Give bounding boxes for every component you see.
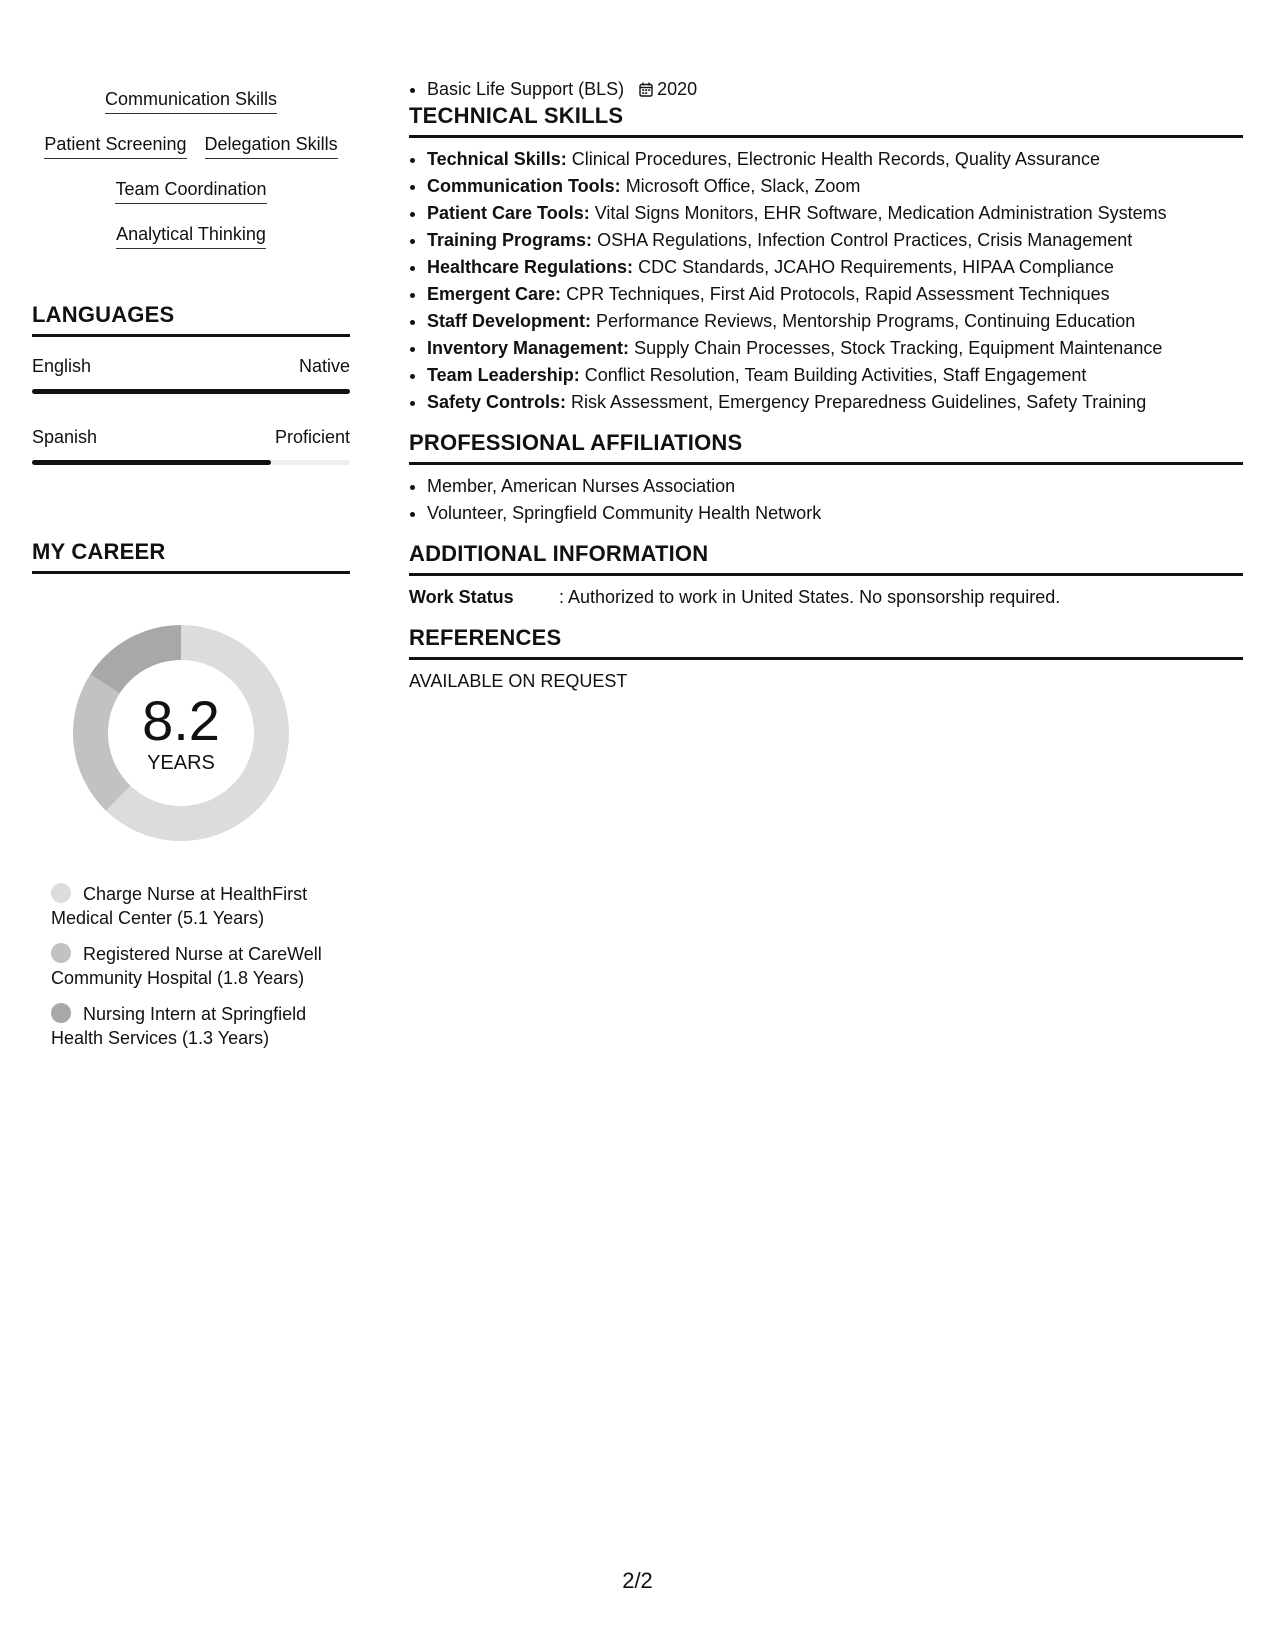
career-legend-item [51, 1002, 341, 1050]
skill-values: Risk Assessment, Emergency Preparedness Guidelines, Safety Training [571, 392, 1147, 412]
career-entry-label: Nursing Intern at Springfield Health Services (1.3 Years) [51, 1004, 307, 1048]
right-column [409, 76, 1243, 695]
career-donut [66, 618, 296, 848]
calendar-icon [639, 82, 653, 97]
skill-values: Supply Chain Processes, Stock Tracking, Equipment Maintenance [634, 338, 1163, 358]
work-status-label: Work Status [409, 587, 514, 607]
skill-category: Healthcare Regulations: [427, 257, 634, 277]
skill-category: Patient Care Tools: [427, 203, 590, 223]
career-legend [51, 882, 341, 1050]
skill-row [32, 121, 350, 166]
references-section [409, 625, 1243, 695]
technical-skill-item [427, 254, 1243, 281]
certification-year: 2020 [657, 79, 698, 99]
affiliations-section [409, 430, 1243, 527]
skill-values: OSHA Regulations, Infection Control Practices, Crisis Management [597, 230, 1133, 250]
career-entry-label: Registered Nurse at CareWell Community Hospital (1.8 Years) [51, 944, 322, 988]
skill-category: Technical Skills: [427, 149, 567, 169]
technical-skill-item [427, 389, 1243, 416]
skill-chip: Communication Skills [105, 88, 277, 114]
page-number: 2/2 [622, 1568, 653, 1593]
affiliation-item: • Volunteer, Springfield Community Health Network [427, 500, 1243, 527]
skill-values: Vital Signs Monitors, EHR Software, Medication Administration Systems [594, 203, 1167, 223]
work-status-value: : Authorized to work in United States. No sponsorship required. [559, 587, 1061, 607]
skill-row [32, 211, 350, 256]
technical-skill-item [427, 308, 1243, 335]
language-bar-fill [32, 389, 350, 394]
career-title: MY CAREER [32, 539, 350, 574]
language-bar [32, 460, 350, 465]
skill-category: Emergent Care: [427, 284, 562, 304]
skill-values: CPR Techniques, First Aid Protocols, Rapid Assessment Techniques [566, 284, 1110, 304]
technical-skills-title: TECHNICAL SKILLS [409, 103, 1243, 138]
languages-title: LANGUAGES [32, 302, 350, 337]
technical-skill-item [427, 200, 1243, 227]
career-total-value: 8.2 [142, 689, 220, 752]
technical-skill-item [427, 173, 1243, 200]
references-title: REFERENCES [409, 625, 1243, 660]
languages-section [32, 302, 350, 465]
skill-values: Microsoft Office, Slack, Zoom [625, 176, 861, 196]
language-name: English [32, 356, 92, 376]
skill-category: Inventory Management: [427, 338, 630, 358]
career-legend-item [51, 882, 341, 930]
skill-category: Training Programs: [427, 230, 593, 250]
skill-values: Conflict Resolution, Team Building Activities, Staff Engagement [584, 365, 1087, 385]
skill-values: CDC Standards, JCAHO Requirements, HIPAA Compliance [638, 257, 1114, 277]
certification-list [409, 76, 1243, 103]
references-text: AVAILABLE ON REQUEST [409, 671, 628, 691]
skill-chip: Analytical Thinking [116, 223, 266, 249]
affiliations-title: PROFESSIONAL AFFILIATIONS [409, 430, 1243, 465]
left-column [32, 76, 350, 1062]
career-total-unit: YEARS [147, 752, 215, 774]
skill-row [32, 166, 350, 211]
skills-chips [32, 76, 350, 256]
skill-category: Safety Controls: [427, 392, 567, 412]
skill-category: Team Leadership: [427, 365, 580, 385]
technical-skills-list [409, 146, 1243, 416]
technical-skill-item [427, 362, 1243, 389]
skill-chip: Team Coordination [115, 178, 266, 204]
certification-name: Basic Life Support (BLS) [427, 79, 625, 99]
language-level: Native [298, 356, 350, 376]
technical-skill-item [427, 146, 1243, 173]
certification-item [427, 76, 1243, 103]
skill-values: Performance Reviews, Mentorship Programs, Continuing Education [596, 311, 1136, 331]
affiliation-item: • Member, American Nurses Association [427, 473, 1243, 500]
legend-dot-icon [51, 883, 71, 903]
language-level: Proficient [274, 427, 350, 447]
affiliations-list [409, 473, 1243, 527]
language-bar-fill [32, 460, 271, 465]
language-bar [32, 389, 350, 394]
legend-dot-icon [51, 1003, 71, 1023]
work-status-row [409, 584, 1243, 611]
language-name: Spanish [32, 427, 98, 447]
additional-info-title: ADDITIONAL INFORMATION [409, 541, 1243, 576]
career-legend-item [51, 942, 341, 990]
career-entry-label: Charge Nurse at HealthFirst Medical Center (5.1 Years) [51, 884, 308, 928]
technical-skill-item [427, 227, 1243, 254]
language-item [32, 426, 350, 465]
skill-category: Communication Tools: [427, 176, 621, 196]
career-section [32, 539, 350, 1050]
skill-chip: Patient Screening [44, 133, 186, 159]
skill-category: Staff Development: [427, 311, 592, 331]
language-item [32, 355, 350, 394]
additional-info-section [409, 541, 1243, 611]
skill-chip: Delegation Skills [205, 133, 338, 159]
legend-dot-icon [51, 943, 71, 963]
technical-skill-item [427, 335, 1243, 362]
technical-skills-section [409, 103, 1243, 416]
skill-row [32, 76, 350, 121]
technical-skill-item [427, 281, 1243, 308]
skill-values: Clinical Procedures, Electronic Health Records, Quality Assurance [571, 149, 1100, 169]
